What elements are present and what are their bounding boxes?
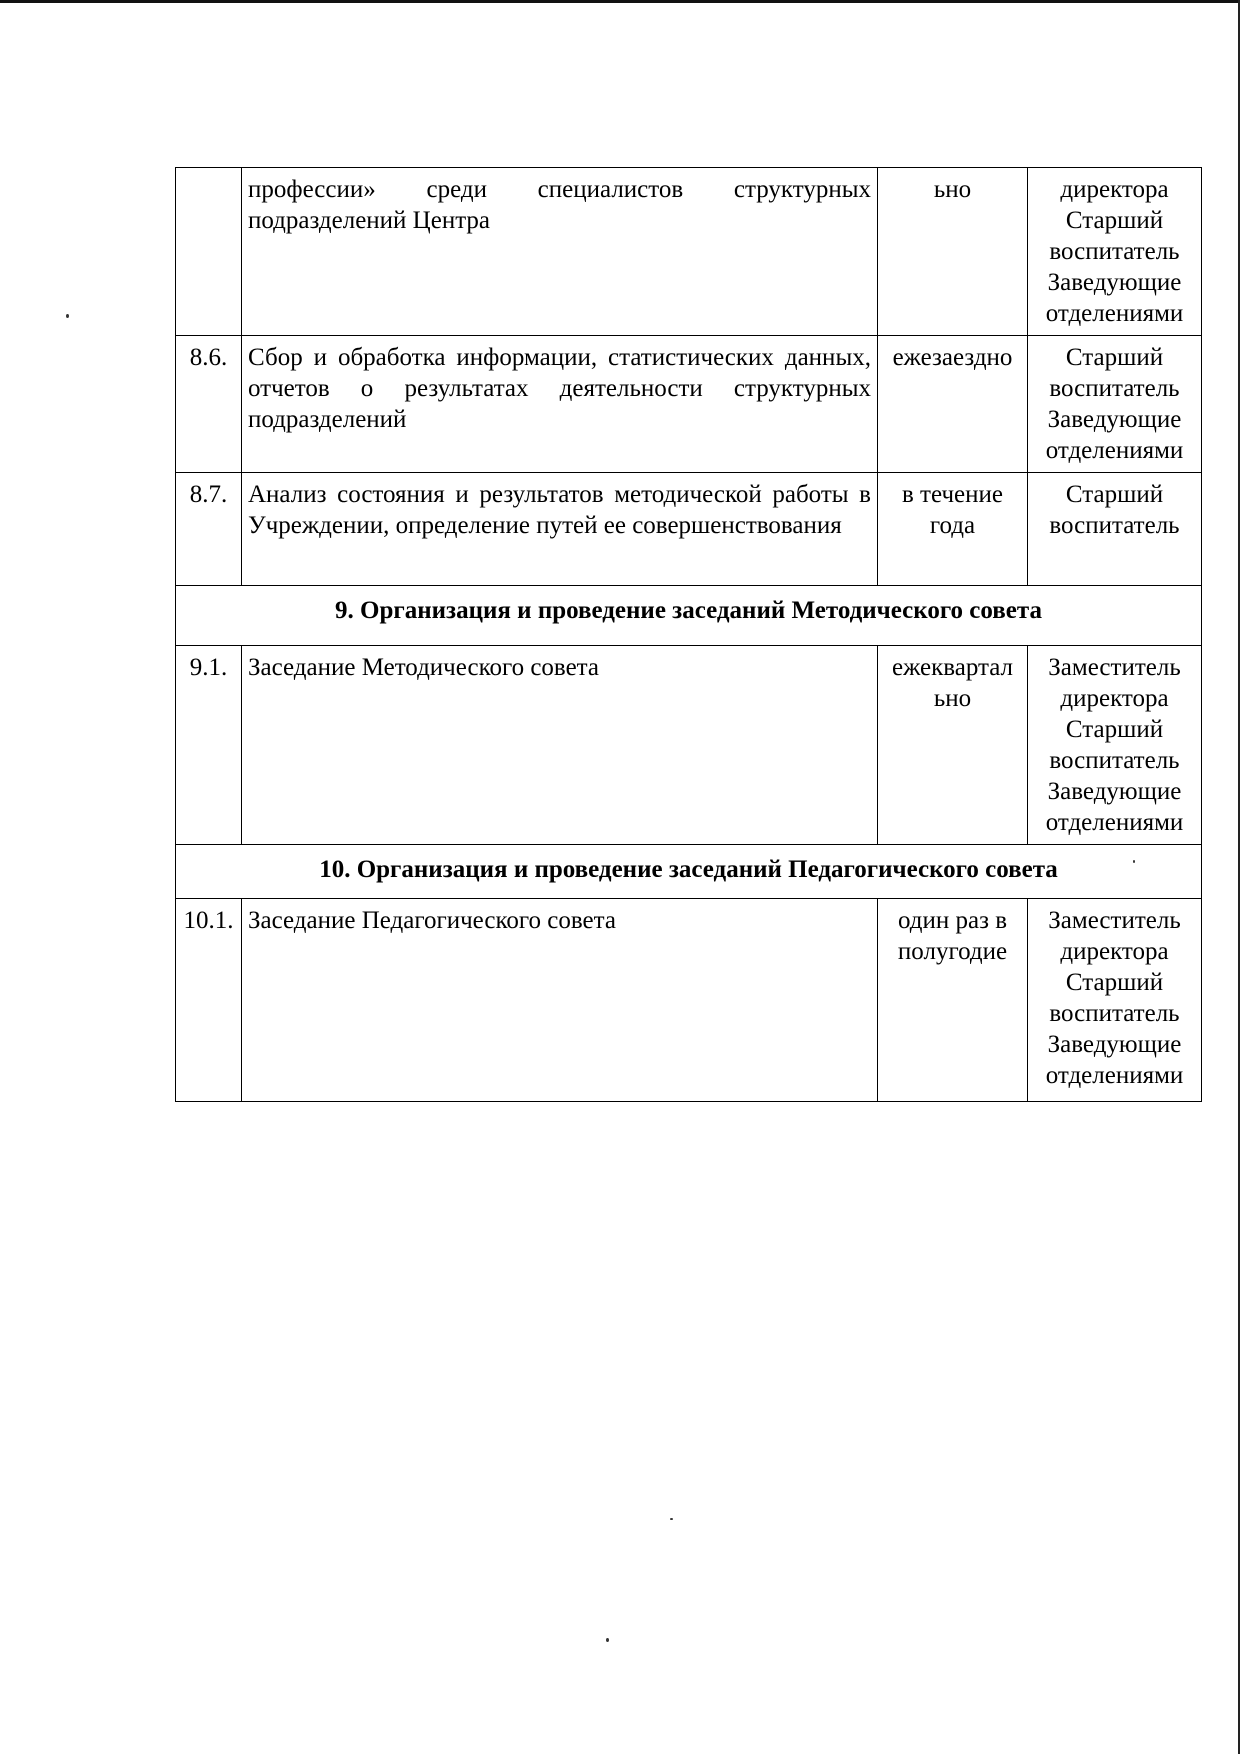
term-line: полугодие [897,938,1008,965]
responsible-line: директора [1060,176,1169,203]
responsible-line: директора [1060,938,1169,965]
row-responsible [1028,168,1202,336]
term-line: в течение [902,481,1003,508]
table-row [176,168,1202,336]
row-number: 9.1. [176,646,242,845]
row-description: Заседание Педагогического совета [242,899,878,1102]
scan-speck [66,314,69,318]
scan-edge-top [0,0,1240,3]
row-description: Анализ состояния и результатов методической работы в Учреждении, определение путей ее совершенствования [242,473,878,586]
row-term [878,336,1028,473]
row-responsible [1028,646,1202,845]
responsible-line: Заведующие [1047,406,1182,433]
responsible-line: Старший [1065,716,1164,743]
row-term [878,899,1028,1102]
responsible-line: Заведующие [1047,269,1182,296]
row-number: 10.1. [176,899,242,1102]
table-row [176,899,1202,1102]
row-description: профессии» среди специалистов структурных подразделений Центра [242,168,878,336]
row-term [878,473,1028,586]
section-heading-row [176,586,1202,646]
work-plan-table [175,167,1202,1102]
row-term [878,168,1028,336]
responsible-line: Заведующие [1047,1031,1182,1058]
responsible-line: Заведующие [1047,778,1182,805]
section-heading-row [176,845,1202,899]
responsible-line: Старший [1065,481,1164,508]
table-row [176,336,1202,473]
responsible-line: воспитатель [1049,1000,1180,1027]
responsible-line: директора [1060,685,1169,712]
responsible-line: отделениями [1045,809,1184,836]
responsible-line: воспитатель [1049,747,1180,774]
row-description: Заседание Методического совета [242,646,878,845]
row-number: 8.7. [176,473,242,586]
term-line: ежеквартал [891,654,1014,681]
section-heading: 9. Организация и проведение заседаний Методического совета [176,586,1202,646]
scan-speck [606,1638,609,1642]
responsible-line: воспитатель [1049,238,1180,265]
term-line: года [929,512,976,539]
row-responsible [1028,336,1202,473]
row-responsible [1028,899,1202,1102]
responsible-line: Заместитель [1048,654,1181,681]
responsible-line: отделениями [1045,437,1184,464]
row-responsible [1028,473,1202,586]
responsible-line: отделениями [1045,300,1184,327]
row-number: 8.6. [176,336,242,473]
row-term [878,646,1028,845]
responsible-line: воспитатель [1049,375,1180,402]
responsible-line: Старший [1065,344,1164,371]
term-line: ежезаездно [892,344,1013,371]
row-description: Сбор и обработка информации, статистических данных, отчетов о результатах деятельности структурных подразделений [242,336,878,473]
row-number [176,168,242,336]
term-line: один раз в [897,907,1008,934]
responsible-line: отделениями [1045,1062,1184,1089]
table-row [176,646,1202,845]
section-heading: 10. Организация и проведение заседаний Педагогического совета [176,845,1202,899]
term-line: ьно [933,176,972,203]
term-line: ьно [933,685,972,712]
responsible-line: Заместитель [1048,907,1181,934]
responsible-line: воспитатель [1049,512,1180,539]
responsible-line: Старший [1065,207,1164,234]
responsible-line: Старший [1065,969,1164,996]
scan-speck [670,1518,673,1520]
table-row [176,473,1202,586]
